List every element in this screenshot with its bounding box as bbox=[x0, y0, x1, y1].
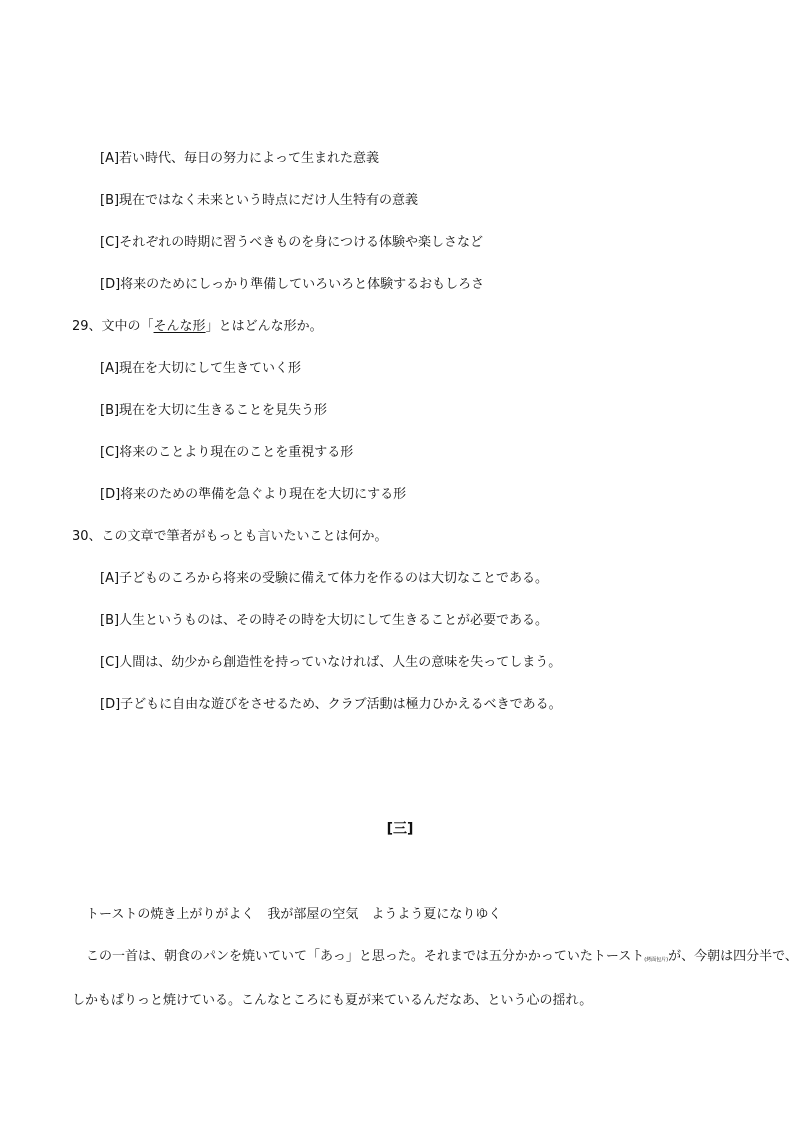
q29-option-d: [D]将来のための準備を急ぐより現在を大切にする形 bbox=[100, 487, 407, 502]
paragraph-line-1 bbox=[86, 945, 798, 964]
poem-line: トーストの焼き上がりがよく 我が部屋の空気 ようよう夏になりゆく bbox=[86, 907, 502, 922]
q30-option-b: [B]人生というものは、その時その時を大切にして生きることが必要である。 bbox=[100, 613, 549, 628]
section-title: [三] bbox=[386, 821, 414, 837]
q29-option-b: [B]現在を大切に生きることを見失う形 bbox=[100, 403, 328, 418]
q29-suffix: 」とはどんな形か。 bbox=[205, 319, 323, 334]
q29-underlined-phrase: そんな形 bbox=[153, 319, 206, 334]
q28-option-a: [A]若い時代、毎日の努力によって生まれた意義 bbox=[100, 151, 380, 166]
q28-option-c: [C]それぞれの時期に習うべきものを身につける体験や楽しさなど bbox=[100, 235, 483, 250]
q29-option-a: [A]現在を大切にして生きていく形 bbox=[100, 361, 302, 376]
q29-option-c: [C]将来のことより現在のことを重視する形 bbox=[100, 445, 354, 460]
q30-question: 30、この文章で筆者がもっとも言いたいことは何か。 bbox=[72, 529, 388, 544]
q29-question bbox=[72, 315, 323, 334]
q28-option-b: [B]現在ではなく未来という時点にだけ人生特有の意義 bbox=[100, 193, 419, 208]
q30-option-d: [D]子どもに自由な遊びをさせるため、クラブ活動は極力ひかえるべきである。 bbox=[100, 697, 562, 712]
paragraph-line-2: しかもぱりっと焼けている。こんなところにも夏が来ているんだなあ、という心の揺れ。 bbox=[72, 993, 593, 1008]
paragraph-line-1-text: この一首は、朝食のパンを焼いていて「あっ」と思った。それまでは五分かかっていたトースト bbox=[86, 949, 645, 964]
q29-prefix: 29、文中の「 bbox=[72, 319, 154, 334]
q28-option-d: [D]将来のためにしっかり準備していろいろと体験するおもしろさ bbox=[100, 277, 485, 292]
translation-note: (烤面包片) bbox=[644, 957, 669, 963]
q30-option-c: [C]人間は、幼少から創造性を持っていなければ、人生の意味を失ってしまう。 bbox=[100, 655, 562, 670]
q30-option-a: [A]子どものころから将来の受験に備えて体力を作るのは大切なことである。 bbox=[100, 571, 549, 586]
paragraph-line-1-end: が、今朝は四分半で、 bbox=[668, 949, 798, 964]
